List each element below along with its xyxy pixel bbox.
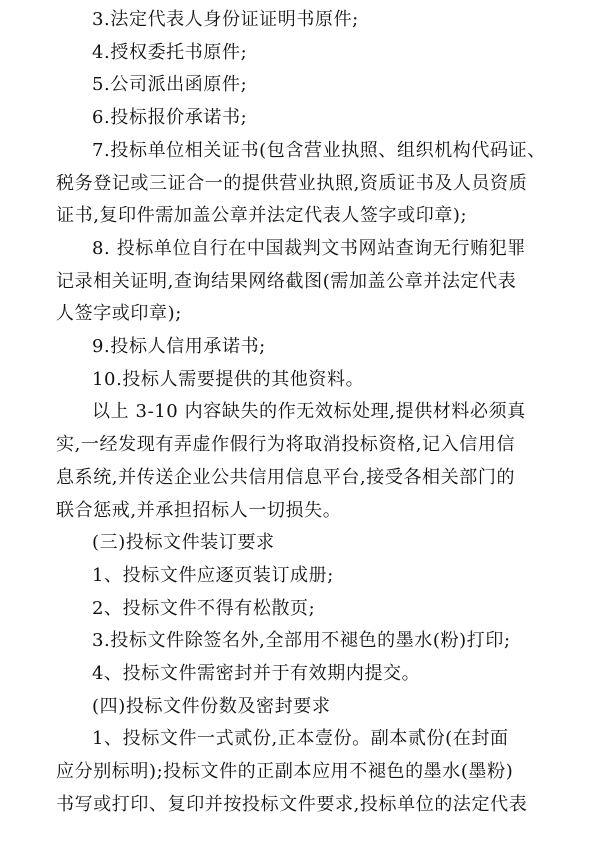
doc-line-05: 7.投标单位相关证书(包含营业执照、组织机构代码证、 xyxy=(92,139,546,161)
doc-line-08: 8. 投标单位自行在中国裁判文书网站查询无行贿犯罪 xyxy=(92,237,526,259)
doc-line-18: 1、投标文件应逐页装订成册; xyxy=(92,564,334,586)
doc-line-11: 9.投标人信用承诺书; xyxy=(92,336,266,358)
doc-line-10: 人签字或印章); xyxy=(56,303,182,325)
doc-line-22: (四)投标文件份数及密封要求 xyxy=(92,695,331,717)
doc-line-12: 10.投标人需要提供的其他资料。 xyxy=(92,368,365,390)
doc-line-16: 联合惩戒,并承担招标人一切损失。 xyxy=(56,499,342,521)
doc-line-25: 书写或打印、复印并按投标文件要求,投标单位的法定代表 xyxy=(56,793,528,815)
doc-line-06: 税务登记或三证合一的提供营业执照,资质证书及人员资质 xyxy=(56,172,528,194)
doc-line-02: 4.授权委托书原件; xyxy=(92,41,248,63)
doc-line-07: 证书,复印件需加盖公章并法定代表人签字或印章); xyxy=(56,205,468,227)
doc-line-17: (三)投标文件装订要求 xyxy=(92,532,275,554)
doc-line-20: 3.投标文件除签名外,全部用不褪色的墨水(粉)打印; xyxy=(92,630,511,652)
doc-line-24: 应分别标明);投标文件的正副本应用不褪色的墨水(墨粉) xyxy=(56,761,514,783)
doc-line-23: 1、投标文件一式贰份,正本壹份。副本贰份(在封面 xyxy=(92,728,509,750)
doc-line-04: 6.投标报价承诺书; xyxy=(92,107,248,129)
doc-line-14: 实,一经发现有弄虚作假行为将取消投标资格,记入信用信 xyxy=(56,434,516,456)
doc-line-15: 息系统,并传送企业公共信用信息平台,接受各相关部门的 xyxy=(56,466,516,488)
doc-line-21: 4、投标文件需密封并于有效期内提交。 xyxy=(92,663,421,685)
doc-line-03: 5.公司派出函原件; xyxy=(92,74,248,96)
doc-line-01: 3.法定代表人身份证证明书原件; xyxy=(92,9,359,30)
doc-line-09: 记录相关证明,查询结果网络截图(需加盖公章并法定代表 xyxy=(56,270,517,292)
doc-line-19: 2、投标文件不得有松散页; xyxy=(92,597,316,619)
doc-line-13: 以上 3-10 内容缺失的作无效标处理,提供材料必须真 xyxy=(92,401,526,423)
